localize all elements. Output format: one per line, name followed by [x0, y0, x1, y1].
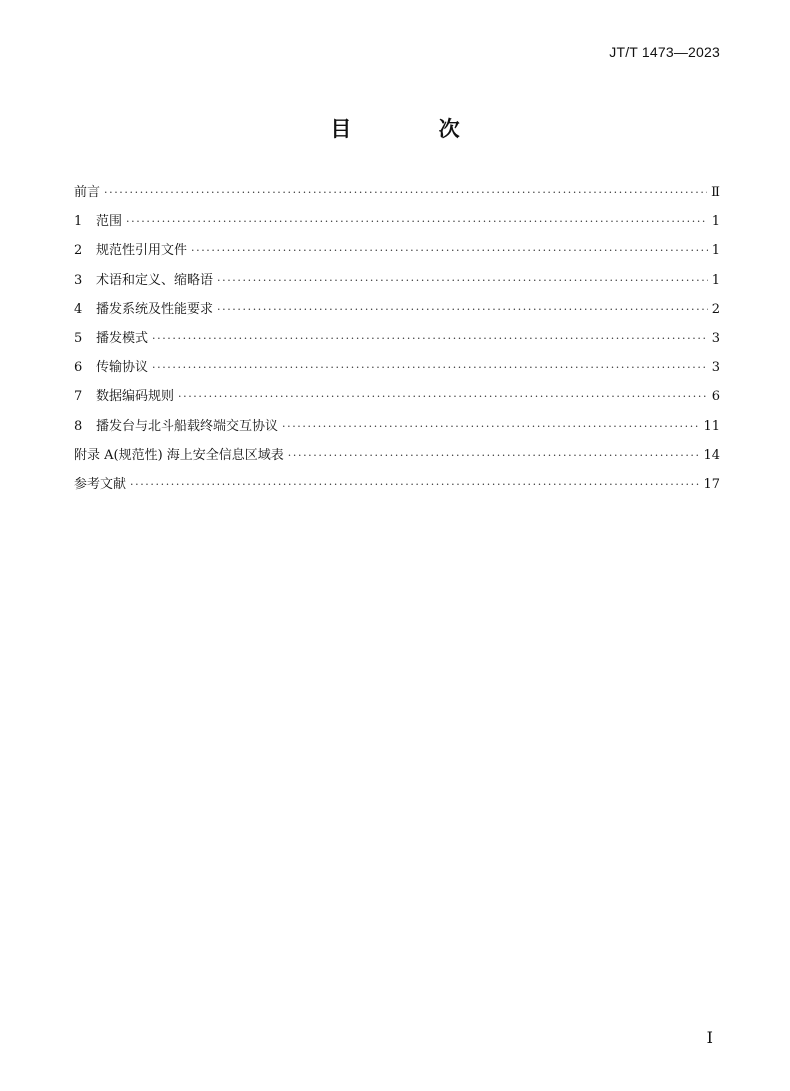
toc-entry-appendix-a[interactable] [74, 441, 720, 470]
page-number: Ⅰ [706, 1028, 713, 1047]
toc-entry-number: 6 [74, 360, 83, 376]
toc-leader-dots [126, 207, 708, 236]
toc-entry-page: 6 [711, 389, 720, 405]
toc-entry-number: 7 [74, 389, 83, 405]
toc-entry-page: 17 [703, 476, 720, 492]
toc-entry-page: 1 [711, 272, 720, 288]
toc-entry-page: 3 [711, 330, 720, 346]
toc-entry-foreword[interactable] [74, 178, 720, 207]
toc-leader-dots [217, 295, 708, 324]
toc-entry-page: 1 [711, 214, 720, 230]
toc-entry-label: 术语和定义、缩略语 [96, 272, 214, 288]
toc-entry-page: 3 [711, 360, 720, 376]
toc-entry-scope[interactable] [74, 207, 720, 236]
toc-entry-label: 范围 [96, 214, 123, 230]
toc-entry-label: 播发模式 [96, 330, 149, 346]
toc-entry-number: 3 [74, 272, 83, 288]
toc-entry-interaction-protocol[interactable] [74, 412, 720, 441]
toc-entry-number: 5 [74, 330, 83, 346]
toc-entry-label: 规范性引用文件 [96, 243, 188, 259]
toc-entry-system-requirements[interactable] [74, 295, 720, 324]
toc-entry-broadcast-mode[interactable] [74, 324, 720, 353]
toc-entry-page: 2 [711, 301, 720, 317]
toc-entry-number: 4 [74, 301, 83, 317]
toc-entry-label: 参考文献 [74, 476, 127, 492]
toc-leader-dots [130, 470, 699, 499]
toc-leader-dots [288, 441, 700, 470]
toc-leader-dots [152, 353, 708, 382]
toc-leader-dots [282, 412, 699, 441]
toc-entry-label: 前言 [74, 185, 101, 200]
toc-entry-label: 传输协议 [96, 360, 149, 376]
toc-list [74, 178, 720, 499]
toc-entry-transport-protocol[interactable] [74, 353, 720, 382]
toc-entry-normative-references[interactable] [74, 236, 720, 265]
toc-entry-page: Ⅱ [711, 185, 720, 200]
toc-leader-dots [217, 266, 708, 295]
toc-entry-label: 数据编码规则 [96, 389, 175, 405]
toc-entry-page: 14 [703, 447, 720, 463]
toc-entry-number: 8 [74, 418, 83, 434]
toc-leader-dots [152, 324, 708, 353]
toc-leader-dots [191, 236, 708, 265]
toc-entry-number: 2 [74, 243, 83, 259]
toc-entry-label: 播发台与北斗船载终端交互协议 [96, 418, 279, 434]
toc-entry-page: 1 [711, 243, 720, 259]
toc-entry-label: 播发系统及性能要求 [96, 301, 214, 317]
toc-title: 目 次 [330, 116, 500, 141]
toc-entry-label: 附录 A(规范性) 海上安全信息区域表 [74, 447, 284, 463]
toc-entry-terms[interactable] [74, 266, 720, 295]
toc-entry-page: 11 [703, 418, 720, 434]
toc-entry-encoding-rules[interactable] [74, 382, 720, 411]
standard-code: JT/T 1473—2023 [609, 44, 720, 60]
toc-entry-number: 1 [74, 214, 83, 230]
toc-leader-dots [104, 178, 707, 207]
toc-leader-dots [178, 382, 708, 411]
toc-entry-bibliography[interactable] [74, 470, 720, 499]
